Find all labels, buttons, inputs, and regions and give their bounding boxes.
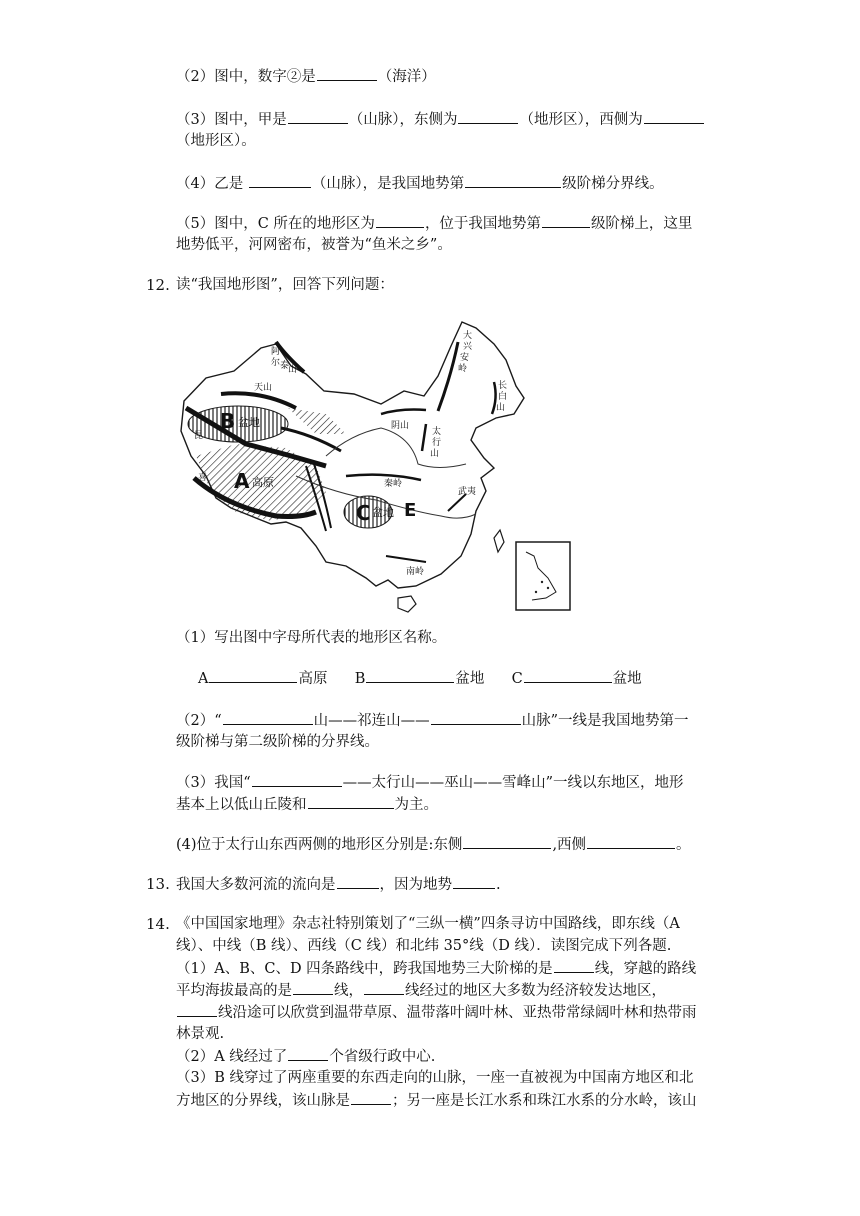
q13-text: 我国大多数河流的流向是 ，因为地势 . — [176, 874, 501, 895]
map-label-c: C — [356, 501, 371, 525]
map-label-altai-1: 阿 — [271, 347, 281, 357]
q14-line3: （1）A、B、C、D 四条路线中，跨我国地势三大阶梯的是 线，穿越的路线 — [176, 958, 696, 979]
q12-part3: （3）我国“ ——太行山——巫山——雪峰山”一线以东地区，地形 — [176, 772, 684, 793]
q11-part4: （4）乙是 （山脉），是我国地势第 级阶梯分界线。 — [176, 173, 664, 194]
q12-part2: （2）“ 山——祁连山—— 山脉”一线是我国地势第一 — [176, 710, 689, 731]
answer-blank[interactable] — [308, 794, 394, 809]
map-label-daxinganling-2: 兴 — [463, 342, 473, 352]
south-sea-inset — [516, 542, 570, 610]
answer-blank[interactable] — [542, 213, 590, 228]
q12-part1: （1）写出图中字母所代表的地形区名称。 — [176, 630, 447, 646]
q12-part2-line2: 级阶梯与第二级阶梯的分界线。 — [176, 734, 379, 750]
answer-blank[interactable] — [453, 874, 495, 889]
map-label-changbai-2: 白 — [498, 392, 508, 402]
answer-blank[interactable] — [364, 980, 404, 995]
map-label-yinshan: 阴山 — [391, 421, 410, 431]
answer-blank[interactable] — [524, 668, 612, 683]
answer-blank[interactable] — [288, 1046, 328, 1061]
taiwan-island — [494, 530, 504, 552]
q14-line4: 平均海拔最高的是 线， 线经过的地区大多数为经济较发达地区， — [176, 980, 666, 1001]
china-terrain-map — [176, 316, 578, 618]
map-label-b-suffix: 盆地 — [238, 416, 260, 429]
map-label-altai-3: 泰 — [280, 361, 290, 371]
map-figure — [176, 316, 578, 618]
answer-blank[interactable] — [644, 109, 704, 124]
answer-blank[interactable] — [458, 109, 518, 124]
answer-blank[interactable] — [317, 66, 377, 81]
map-label-altai-2: 尔 — [271, 358, 281, 368]
map-label-b: B — [220, 409, 236, 433]
q11-part5: （5）图中，C 所在的地形区为 ，位于我国地势第 级阶梯上，这里 — [176, 213, 692, 234]
q14-line5: 线沿途可以欣赏到温带草原、温带落叶阔叶林、亚热带常绿阔叶林和热带雨 — [176, 1002, 697, 1023]
map-label-taihang-1: 太 — [432, 427, 442, 437]
q12-stem: 读“我国地形图”，回答下列问题： — [176, 277, 394, 293]
q12-part1-answers: A 高原 B 盆地 C 盆地 — [198, 668, 642, 689]
q12-part3-line2: 基本上以低山丘陵和 为主。 — [176, 794, 438, 815]
map-label-wuyi: 武夷 — [458, 487, 477, 497]
q13-number: 13. — [146, 875, 170, 893]
q11-part2: （2）图中，数字②是 （海洋） — [176, 66, 436, 87]
q11-part5-line2: 地势低平，河网密布，被誉为“鱼米之乡”。 — [176, 237, 452, 253]
q12-part4: (4)位于太行山东西两侧的地形区分别是:东侧 ,西侧 。 — [176, 834, 691, 855]
map-label-daxinganling-4: 岭 — [458, 364, 468, 374]
map-label-altai-4: 山 — [288, 365, 298, 375]
q14-line2: 线）、中线（B 线）、西线（C 线）和北纬 35°线（D 线）．读图完成下列各题. — [176, 938, 672, 954]
answer-blank[interactable] — [249, 173, 311, 188]
map-label-a-suffix: 高原 — [252, 476, 274, 489]
answer-blank[interactable] — [376, 213, 424, 228]
map-label-tianshan: 天山 — [254, 383, 273, 393]
answer-blank[interactable] — [587, 834, 675, 849]
map-label-a: A — [234, 469, 250, 493]
map-label-changbai-1: 长 — [498, 381, 508, 391]
map-label-himalaya: 喜 — [198, 473, 208, 483]
map-label-c-suffix: 盆地 — [372, 506, 394, 519]
map-label-daxinganling-3: 安 — [460, 353, 470, 363]
map-label-changbai-3: 山 — [496, 403, 506, 413]
answer-blank[interactable] — [288, 109, 348, 124]
q14-number: 14. — [146, 915, 170, 933]
answer-blank[interactable] — [177, 1002, 217, 1017]
map-label-qinling: 秦岭 — [384, 479, 403, 489]
q12-number: 12. — [146, 276, 170, 294]
map-label-taihang-3: 山 — [430, 449, 440, 459]
answer-blank[interactable] — [465, 173, 561, 188]
q14-line1: 《中国国家地理》杂志社特别策划了“三纵一横”四条寻访中国路线，即东线（A — [176, 916, 680, 932]
map-label-nanling: 南岭 — [406, 567, 425, 577]
map-label-kunlun: 昆 — [194, 431, 204, 441]
q14-line9: 方地区的分界线，该山脉是 ；另一座是长江水系和珠江水系的分水岭，该山 — [176, 1090, 697, 1111]
answer-blank[interactable] — [223, 710, 313, 725]
q14-line8: （3）B 线穿过了两座重要的东西走向的山脉，一座一直被视为中国南方地区和北 — [176, 1070, 694, 1086]
map-label-e: E — [404, 500, 417, 521]
answer-blank[interactable] — [554, 958, 594, 973]
answer-blank[interactable] — [366, 668, 454, 683]
q11-part3-line2: （地形区）。 — [176, 133, 256, 149]
answer-blank[interactable] — [337, 874, 379, 889]
answer-blank[interactable] — [252, 772, 342, 787]
q14-line6: 林景观. — [176, 1026, 225, 1042]
answer-blank[interactable] — [431, 710, 521, 725]
hainan-island — [398, 596, 416, 612]
q14-line7: （2）A 线经过了 个省级行政中心. — [176, 1046, 435, 1067]
answer-blank[interactable] — [209, 668, 297, 683]
answer-blank[interactable] — [351, 1090, 391, 1105]
answer-blank[interactable] — [293, 980, 333, 995]
q11-part3: （3）图中，甲是 （山脉），东侧为 （地形区），西侧为 — [176, 109, 705, 130]
map-label-daxinganling-1: 大 — [463, 331, 473, 341]
map-label-taihang-2: 行 — [432, 438, 442, 448]
answer-blank[interactable] — [463, 834, 551, 849]
